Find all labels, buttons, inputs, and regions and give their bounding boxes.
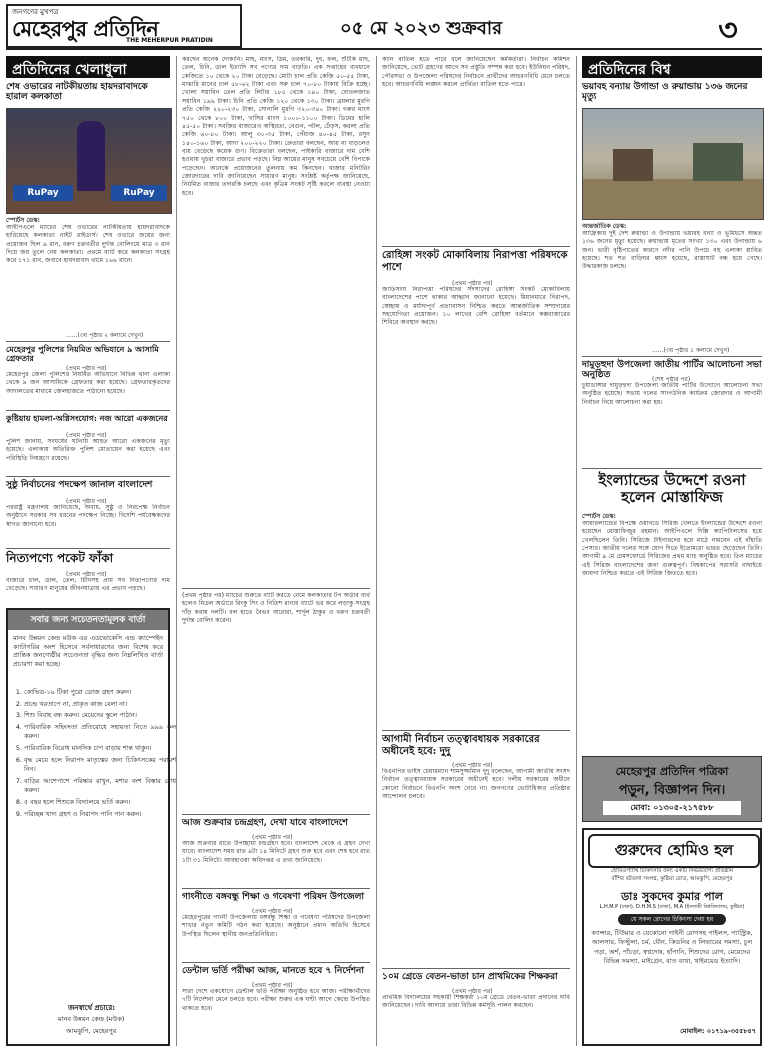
gangni-body: মেহেরপুরের গাংনী উপজেলায় বঙ্গবন্ধু শিক্ষা ও গবেষণা পরিষদের উপজেলা শাখার নতুন কমিটি গঠন করা হয়েছে। অনুষ্ঠানে প্রধান অতিথি হিসেবে উপস্থিত ছিলেন স্থানীয় জনপ্রতিনিধিরা। <box>182 914 370 938</box>
england-headline: ইংল্যান্ডের উদ্দেশে রওনা হলেন মোস্তাফিজ <box>598 471 746 507</box>
rohingya-body: জাতিসংঘ নিরাপত্তা পরিষদের সদস্যদের রোহিঙ্গা সংকট মোকাবিলায় বাংলাদেশের পাশে থাকার আহ্বান জানানো হয়েছে। মিয়ানমারে নিরাপদ, স্বেচ্ছায় ও মর্যাদাপূর্ণ প্রত্যাবাসন নিশ্চিত করতে আন্তর্জাতিক সম্প্রদায়ের সহযোগিতা প্রয়োজন। ১০ লাখের বেশি রোহিঙ্গা বর্তমানে কক্সবাজারের শিবিরে অবস্থান করছে। <box>382 286 570 327</box>
doctor-name: ডাঃ সুকদেব কুমার পাল <box>621 890 723 903</box>
homeo-description: হোমিওপ্যাথি চিকিৎসার জন্য একটি নির্ভরযোগ্য প্রতিষ্ঠান <box>610 868 734 874</box>
awareness-item: 9. পরিচ্ছন্ন খাদ্য গ্রহণ ও নিরাপদ পানি পান করুন। <box>24 810 176 820</box>
eclipse-source: (প্রথম পৃষ্ঠার পর) <box>252 834 293 841</box>
trial-headline: আগামী নির্বাচন তত্ত্বাবধায়ক সরকারের অধীনেই হবে: দুদু <box>382 734 540 757</box>
paper-ad <box>582 756 762 822</box>
paper-ad-phone: মোবা: ০১৩০৫-২১৭৫৮৮ <box>603 801 741 815</box>
doctor-phone: মোবাইল: ০১৭১৯-৩৫৫৮৪৭ <box>680 1027 756 1035</box>
dental-source: (প্রথম পৃষ্ঠার পর) <box>252 982 293 989</box>
divider <box>6 341 170 342</box>
awareness-item: 4. পারিবারিক সহিংসতা প্রতিরোধে সহায়তা নিতে ৯৯৯ কল করুন। <box>24 723 176 742</box>
awareness-box <box>6 608 176 1046</box>
divider <box>582 356 762 357</box>
awareness-item: 5. পারিবারিক বিরোধ মানসিক চাপ বাড়ায় শান্ত থাকুন। <box>24 744 176 754</box>
kushtia-source: (প্রথম পৃষ্ঠার পর) <box>66 432 107 439</box>
newspaper-name-english: THE MEHERPUR PRATIDIN <box>126 37 213 44</box>
divider <box>6 548 170 549</box>
photo-banner-right: RuPay <box>111 185 167 201</box>
flood-photo <box>582 108 764 220</box>
awareness-item: 2. প্রচন্ড খরতাপে না, প্রাকৃত কাজ বেলা না। <box>24 700 176 710</box>
england-dateline: স্পোর্টস ডেস্ক: <box>582 513 616 520</box>
homeo-ad <box>582 828 762 1046</box>
price-source: (প্রথম পৃষ্ঠার পর) <box>66 571 107 578</box>
gangni-headline: গাংনীতে বঙ্গবন্ধু শিক্ষা ও গবেষণা পরিষদ উপজেলা <box>182 892 365 902</box>
eclipse-headline: আজ শুক্রবার চন্দ্রগ্রহণ, দেখা যাবে বাংলাদেশে <box>182 818 348 828</box>
doctor-services-label: যে সকল রোগের চিকিৎসা দেয়া হয় <box>618 914 726 925</box>
player-figure <box>77 121 105 191</box>
police-headline: মেহেরপুর পুলিশের নিয়মিত অভিযানে ৯ আসামি গ্রেফতার <box>6 344 159 364</box>
divider <box>182 814 370 815</box>
right-column <box>582 56 762 1046</box>
dental-body: সারা দেশে একযোগে ডেন্টাল ভর্তি পরীক্ষা অনুষ্ঠিত হবে আজ। পরীক্ষার্থীদের ৭টি নির্দেশনা মেনে চলতে হবে। পরীক্ষা শুরুর এক ঘণ্টা আগে কেন্দ্রে উপস্থিত থাকতে হবে। <box>182 988 370 1012</box>
divider <box>182 588 370 589</box>
section-title-world: প্রতিদিনের বিশ্ব <box>582 56 762 78</box>
market-article-body: করছেন অনেক দোকানি। মাছ, মাংস, ডিম, তরকারি, দুধ, ফল, শুঁটকি মাছ, তেল, চিনি, ডাল ইত্যাদি সব পণ্যের দাম বাড়তি। এক সপ্তাহের ব্যবধানে কেজিতে ১০ থেকে ২০ টাকা বেড়েছে। মোটা চাল প্রতি কেজি ৫০-৫৫ টাকা, মাঝারি মানের চাল ৫৮-৬২ টাকা এবং সরু চাল ৭০-৮০ টাকায় বিক্রি হচ্ছে। খোলা সয়াবিন তেল প্রতি লিটার ১৮৫ থেকে ১৯০ টাকা, বোতলজাত সয়াবিন ১৯৯ টাকা। চিনি প্রতি কেজি ১২০ থেকে ১৩০ টাকা। ব্রয়লার মুরগি প্রতি কেজি ২২০-২৩০ টাকা, সোনালি মুরগি ৩২০-৩৪০ টাকা। গরুর মাংস ৭৫০ থেকে ৮০০ টাকা, খাসির মাংস ১০০০-১১০০ টাকা। ডিমের হালি ৪৫-৫০ টাকা। সবজির বাজারেও অস্থিরতা, বেগুন, পটল, ঢেঁড়স, করলা প্রতি কেজি ৬০-৮০ টাকা। আলু ৩০-৩৫ টাকা, পেঁয়াজ ৪০-৪৫ টাকা, রসুন ১৪০-১৬০ টাকা, আদা ২০০-২২০ টাকা। ক্রেতারা বলছেন, আয় না বাড়লেও ব্যয় বেড়েছে কয়েক গুণ। বিক্রেতারা বলছেন, পাইকারি বাজারে দাম বেশি হওয়ায় খুচরা বাজারে প্রভাব পড়ছে। নিম্ন আয়ের মানুষ সবচেয়ে বেশি বিপাকে পড়েছেন। অনেকে প্রয়োজনের তুলনায় কম কিনছেন। বাজার মনিটরিং জোরদারের দাবি জানিয়েছেন সাধারণ মানুষ। সংশ্লিষ্ট কর্তৃপক্ষ জানিয়েছে, নিয়মিত বাজার তদারকি চলছে এবং কৃত্রিম সংকট সৃষ্টি করলে ব্যবস্থা নেওয়া হবে। <box>182 56 370 197</box>
awareness-footer-org: মানব উন্নয়ন কেন্দ্র (মউক) <box>58 1015 125 1023</box>
doctor-degree: L.H.M.P (ঢাকা), D.H.M.S (ঢাকা), M.A (ইসলামী বিশ্ববিদ্যালয়, কুষ্টিয়া) <box>599 904 745 910</box>
awareness-item: 6. বৃদ্ধ মেয়ে হলে নিরাপদ মাতৃত্বের জন্য চিকিৎসকের পরামর্শ নিন। <box>24 756 176 775</box>
issue-date: ০৫ মে ২০২৩ শুক্রবার <box>340 18 502 39</box>
kushtia-body: পুলিশ জানায়, সংঘর্ষের ঘটনায় আহত আরো একজনের মৃত্যু হয়েছে। এলাকায় অতিরিক্ত পুলিশ মোতায়েন করা হয়েছে এবং পরিস্থিতি নিয়ন্ত্রণে রয়েছে। <box>6 438 170 462</box>
divider <box>6 410 170 411</box>
divider <box>382 968 570 969</box>
election-steps-headline: সুষ্ঠু নির্বাচনের পদক্ষেপ জানাল বাংলাদেশ <box>6 480 153 490</box>
homeo-address: বাঁশির বটতলা সংলগ্ন, কুষ্টিয়া রোড, আমঝুপি, মেহেরপুর <box>611 876 733 882</box>
page-number: ৩ <box>718 13 738 48</box>
awareness-item: 3. শিশু বিবাহ বন্ধ করুন। মেয়েদের স্কুলে পাঠান। <box>24 711 176 721</box>
world-dateline: আন্তর্জাতিক ডেস্ক: <box>582 223 627 230</box>
world-headline: ভয়াবহ বন্যায় উগান্ডা ও রুয়ান্ডায় ১৩৬ জনের মৃত্যু <box>582 82 748 103</box>
election-steps-body: পররাষ্ট্র মন্ত্রণালয় জানিয়েছে, অবাধ, সুষ্ঠু ও নিরপেক্ষ নির্বাচন অনুষ্ঠানে সরকার সব ধরনের পদক্ষেপ নিচ্ছে। বিদেশি পর্যবেক্ষকদের স্বাগত জানানো হবে। <box>6 504 170 528</box>
gangni-source: (প্রথম পৃষ্ঠার পর) <box>252 908 293 915</box>
photo-banner-left: RuPay <box>13 185 73 201</box>
divider <box>182 962 370 963</box>
rohingya-headline: রোহিঙ্গা সংকট মোকাবিলায় নিরাপত্তা পরিষদকে পাশে <box>382 250 568 273</box>
homeo-name: গুরুদেব হোমিও হল <box>588 834 760 868</box>
divider <box>382 246 570 247</box>
divider <box>382 730 570 731</box>
doctor-services: ক্যান্সার, টিউমার ও যেকোনো গাইনী রোগসহ পাইলস, গ্যাস্ট্রিক, আলসার, ফিস্টুলা, চর্ম, যৌন, কিডনির ও লিভারের সমস্যা, চুল পড়া, অর্শ, পাঁচড়া, স্বপ্নদোষ, হাঁপানি, শিশুদের রোগ, মেয়েদের বিভিন্ন সমস্যা, মাইগ্রেন, বাত ব্যথা, থাইরয়েড ইত্যাদি। <box>591 929 753 966</box>
awareness-title: সবার জন্য সচেতনতামূলক বার্তা <box>8 610 168 630</box>
house-shape <box>693 143 743 181</box>
sports-lead-body: আইপিএলে ম্যাচের শেষ ওভারের নাটকীয়তায় হায়দরাবাদকে হারিয়েছে কলকাতা নাইট রাইডার্স। শেষ ওভারে জয়ের জন্য প্রয়োজন ছিল ৯ রান, বরুণ চক্রবর্তীর দুর্দান্ত বোলিংয়ে মাত্র ৩ রান দিয়ে জয় তুলে নেয় কলকাতা। প্রথমে ব্যাট করে কলকাতা সংগ্রহ করে ১৭১ রান, জবাবে হায়দরাবাদ থামে ১৬৬ রানে। <box>6 224 170 265</box>
election-commission-body: ক্যান বাতিল হতে পারে বলে জানিয়েছেন কর্মকর্তারা। নির্বাচন কমিশন জানিয়েছে, ভোট গ্রহণের আগে সব প্রস্তুতি সম্পন্ন করা হবে। ইউনিয়ন পরিষদ, পৌরসভা ও উপজেলা পরিষদের নির্বাচনে প্রার্থীদের আচরণবিধি মেনে চলতে হবে। আচরণবিধি লঙ্ঘন করলে প্রার্থিতা বাতিল হতে পারে। <box>382 56 570 89</box>
eclipse-body: আজ শুক্রবার রাতে উপচ্ছায়া চন্দ্রগ্রহণ হবে। বাংলাদেশ থেকে এ গ্রহণ দেখা যাবে। বাংলাদেশ সময় রাত ৯টা ১৪ মিনিটে গ্রহণ শুরু হবে এবং শেষ হবে রাত ১টা ৩১ মিনিটে। আবহাওয়া অধিদপ্তর এ তথ্য জানিয়েছে। <box>182 840 370 864</box>
trial-body: বিএনপির ভাইস চেয়ারম্যান শামসুজ্জামান দুদু বলেছেন, আগামী জাতীয় সংসদ নির্বাচন তত্ত্বাবধায়ক সরকারের অধীনেই হবে। দলীয় সরকারের অধীনে কোনো নির্বাচনে বিএনপি অংশ নেবে না। জনগণের ভোটাধিকার প্রতিষ্ঠার আন্দোলন চলবে। <box>382 768 570 801</box>
damurhuda-body: চুয়াডাঙ্গার দামুড়হুদা উপজেলা জাতীয় পার্টির উদ্যোগে আলোচনা সভা অনুষ্ঠিত হয়েছে। সভায় দলের সাংগঠনিক কার্যক্রম জোরদার ও আগামী নির্বাচন নিয়ে আলোচনা করা হয়। <box>582 382 762 406</box>
middle-column <box>182 56 377 1046</box>
awareness-item: 8. ৫ বছর হলে শিশুকে বিদ্যালয়ে ভর্তি করুন। <box>24 798 176 808</box>
sports-dateline: স্পোর্টস ডেস্ক: <box>6 217 40 224</box>
world-body: আফ্রিকার দুই দেশ রুয়ান্ডা ও উগান্ডায় ভয়াবহ বন্যা ও ভূমিধসে অন্তত ১৩৬ জনের মৃত্যু হয়েছে। রুয়ান্ডায় মৃতের সংখ্যা ১৩০ এবং উগান্ডায় ৬ জন। ভারী বৃষ্টিপাতের কারণে নদীর পানি উপচে বহু এলাকা প্লাবিত হয়েছে। শত শত বাড়িঘর ধ্বংস হয়েছে, রাস্তাঘাট বন্ধ হয়ে গেছে। উদ্ধারকাজ চলছে। <box>582 230 762 271</box>
dental-headline: ডেন্টাল ভর্তি পরীক্ষা আজ, মানতে হবে ৭ নির্দেশনা <box>182 966 365 976</box>
divider <box>182 888 370 889</box>
sports-lead-headline: শেষ ওভারের নাটকীয়তায় হায়দরাবাদকে হারাল কলকাতা <box>6 82 148 103</box>
newspaper-name: মেহেরপুর প্রতিদিন <box>12 16 159 41</box>
awareness-list <box>10 688 176 948</box>
price-headline: নিত্যপণ্যে পকেট ফাঁকা <box>6 551 114 565</box>
cricket-photo <box>6 108 172 214</box>
police-source: (প্রথম পৃষ্ঠার পর) <box>66 365 107 372</box>
house-shape <box>613 149 653 181</box>
paper-ad-subtitle: পড়ুন, বিজ্ঞাপন দিন। <box>618 783 726 798</box>
left-column <box>6 56 177 1046</box>
price-body: বাজারে চাল, ডাল, তেল, চিনিসহ প্রায় সব নিত্যপণ্যের দাম বেড়েছে। সাধারণ মানুষের জীবনযাত্রায় এর প্রভাব পড়ছে। <box>6 577 170 593</box>
sports-continued: ......(৩য় পৃষ্ঠার ২ কলামে দেখুন) <box>66 332 144 339</box>
masthead <box>6 4 762 50</box>
teacher-source: (প্রথম পৃষ্ঠার পর) <box>452 988 493 995</box>
kushtia-headline: কুষ্টিয়ায় হামলা-অগ্নিসংযোগ: নজ আরো একজনের <box>6 413 168 423</box>
teacher-headline: ১০ম গ্রেডে বেতন-ভাতা চান প্রাথমিকের শিক্ষকরা <box>382 972 558 982</box>
awareness-footer-label: জনস্বার্থে প্রচারে: <box>68 1004 116 1012</box>
paper-ad-title: মেহেরপুর প্রতিদিন পত্রিকা <box>615 765 729 778</box>
rohingya-source: (প্রথম পৃষ্ঠার পর) <box>452 280 493 287</box>
teacher-body: প্রাথমিক বিদ্যালয়ের সহকারী শিক্ষকরা ১০ম গ্রেডে বেতন-ভাতা প্রদানের দাবি জানিয়েছেন। দাবি আদায়ে তারা বিভিন্ন কর্মসূচি পালন করছেন। <box>382 994 570 1010</box>
awareness-item: 1. কোভিড-১৯ টিকা পুরো ডোজ গ্রহণ করুন। <box>24 688 176 698</box>
newspaper-brand <box>6 4 242 48</box>
damurhuda-headline: দামুড়হুদা উপজেলা জাতীয় পার্টির আলোচনা সভা অনুষ্ঠিত <box>582 360 762 381</box>
center-right-column <box>382 56 577 1046</box>
election-steps-source: (প্রথম পৃষ্ঠার পর) <box>66 498 107 505</box>
trial-source: (প্রথম পৃষ্ঠার পর) <box>452 762 493 769</box>
divider <box>6 476 170 477</box>
damurhuda-source: (শেষ পৃষ্ঠার পর) <box>652 376 691 383</box>
kolkata-continued-body: (প্রথম পৃষ্ঠার পর) ম্যাচের শুরুতে ব্যাট করতে নেমে কলকাতার টপ অর্ডার ব্যর্থ হলেও মিডল অর্ডারে রিংকু সিং ও নিতিশ রানার ব্যাটে ভর করে লড়াকু সংগ্রহ দাঁড় করায় দলটি। বল হাতে বৈভব অরোরা, শার্দূল ঠাকুর ও বরুণ চক্রবর্তী দুর্দান্ত বোলিং করেন। <box>182 592 370 625</box>
world-continued: ......(৩য় পৃষ্ঠার ১ কলামে দেখুন) <box>652 347 730 354</box>
flood-water <box>583 179 763 219</box>
awareness-footer-place: আমঝুপি, মেহেরপুর <box>66 1027 117 1035</box>
awareness-item: 7. বাড়ির আশেপাশে পরিষ্কার রাখুন, মশার বংশ বিস্তার রোধ করুন। <box>24 777 176 796</box>
police-body: মেহেরপুর জেলা পুলিশের নিয়মিত অভিযানে বিভিন্ন থানা এলাকা থেকে ৯ জন আসামিকে গ্রেফতার করা হয়েছে। গ্রেফতারকৃতদের আদালতের মাধ্যমে জেলহাজতে পাঠানো হয়েছে। <box>6 371 170 395</box>
brand-tagline: জনগণের মুখপত্র <box>12 8 59 16</box>
awareness-intro: মানব উন্নয়ন কেন্দ্র মউক এর এডভোকেসি এন্ড ক্যাম্পেইন ক্যাটাগরির অংশ হিসেবে সর্বসাধারণের জন্য বিশেষ করে প্রান্তিক জনগোষ্ঠীর সচেতনতা বৃদ্ধির জন্য নিম্নলিখিত বার্তা প্রচারণা করা হচ্ছে। <box>13 634 163 668</box>
divider <box>582 468 762 469</box>
section-title-sports: প্রতিদিনের খেলাধুলা <box>6 56 170 78</box>
england-body: আয়ারল্যান্ডের বিপক্ষে ওয়ানডে সিরিজ খেলতে ইংল্যান্ডের উদ্দেশে রওনা হয়েছেন মোস্তাফিজুর রহমান। আইপিএলে দিল্লি ক্যাপিটালসের হয়ে খেলছিলেন তিনি। সিরিজে টাইগারদের হয়ে মাঠে নামবেন এই বাঁহাতি পেসার। জাতীয় দলের সঙ্গে যোগ দিতে ইতোমধ্যে ভারত ছেড়েছেন তিনি। আগামী ৯ মে চেমসফোর্ডে সিরিজের প্রথম ম্যাচ অনুষ্ঠিত হবে। তিন ম্যাচের এই সিরিজ বাংলাদেশের জন্য গুরুত্বপূর্ণ। বিশ্বকাপের সরাসরি বাছাইয়ে জায়গা নিশ্চিত করতে এই সিরিজ জিততে হবে। <box>582 520 762 578</box>
